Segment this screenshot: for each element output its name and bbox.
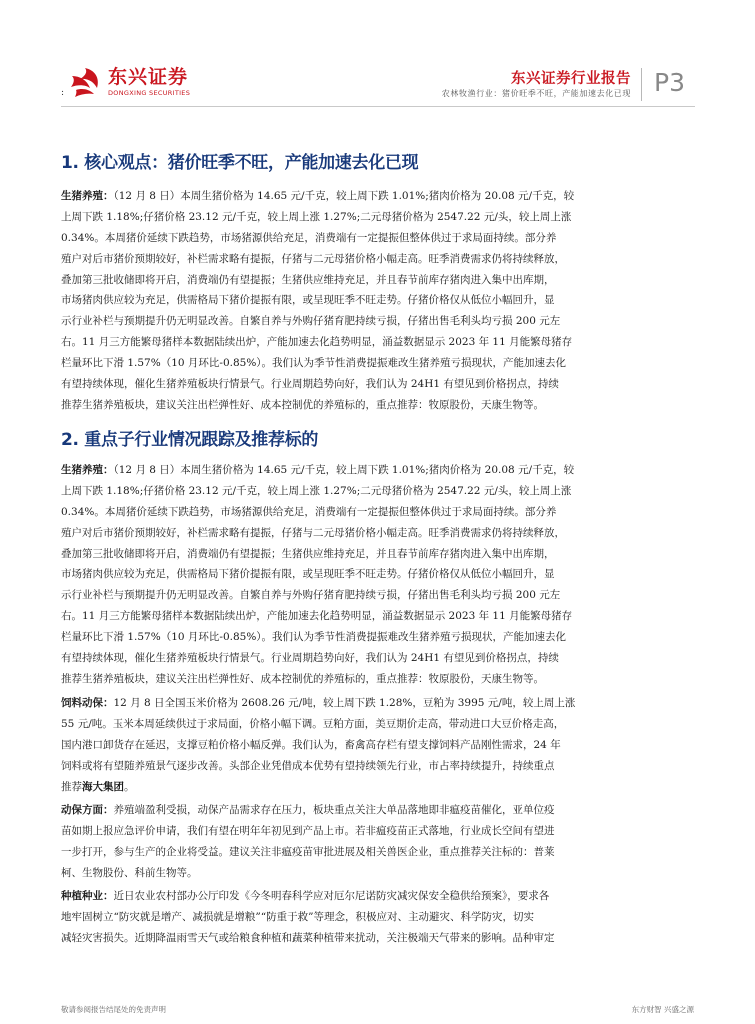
pig-farming-paragraph (61, 460, 694, 690)
paragraph-line: 苗如期上报应急评价申请，我们有望在明年年初见到产品上市。若非瘟疫苗正式落地，行业成长空间有望进 (61, 824, 555, 837)
paragraph-line: 市场猪肉供应较为充足，供需格局下猪价提振有限，或呈现旺季不旺走势。仔猪价格仅从低位小幅回升，显 (61, 294, 555, 307)
header-divider (641, 68, 642, 101)
paragraph-line: 动保方面：养殖端盈利受损，动保产品需求存在压力，板块重点关注大单品落地即非瘟疫苗催化，亚单位疫 (61, 804, 555, 816)
logo-text (108, 65, 191, 97)
dongxing-logo-icon (68, 66, 102, 98)
paragraph-line: 生猪养殖：（12 月 8 日）本周生猪价格为 14.65 元/千克，较上周下跌 1.01%;猪肉价格为 20.08 元/千克，较 (61, 464, 575, 476)
paragraph-line: 饲料或将有望随养殖景气逐步改善。头部企业凭借成本优势有望持续领先行业，市占率持续提升，持续重点 (61, 759, 555, 772)
header-colon: : (61, 88, 65, 98)
paragraph-lead: 种植种业： (61, 890, 114, 902)
paragraph-line: 上周下跌 1.18%;仔猪价格 23.12 元/千克，较上周上涨 1.27%;二元母猪价格为 2547.22 元/头，较上周上涨 (61, 210, 572, 223)
logo-chinese-name: 东兴证券 (108, 65, 189, 88)
paragraph-line: 示行业补栏与预期提升仍无明显改善。自繁自养与外购仔猪育肥持续亏损，仔猪出售毛利头均亏损 200 元左 (61, 589, 561, 602)
paragraph-line: 柯、生物股份、科前生物等。 (61, 866, 198, 879)
paragraph-lead: 饲料动保： (61, 697, 114, 709)
paragraph-lead: 生猪养殖： (61, 464, 114, 476)
paragraph-line: 种植种业：近日农业农村部办公厅印发《今冬明春科学应对厄尔尼诺防灾减灾保安全稳供给预案》，要求各 (61, 890, 550, 902)
report-subtitle: 农林牧渔行业：猪价旺季不旺，产能加速去化已现 (441, 89, 631, 98)
seed-paragraph (61, 886, 694, 949)
paragraph-line: 0.34%。本周猪价延续下跌趋势，市场猪源供给充足，消费端有一定提振但整体供过于求局面持续。部分养 (61, 231, 557, 244)
paragraph-line: 右。11 月三方能繁母猪样本数据陆续出炉，产能加速去化趋势明显，涌益数据显示 2023 年 11 月能繁母猪存 (61, 610, 573, 623)
page-number: P3 (654, 68, 685, 97)
core-view-paragraph (61, 186, 694, 416)
paragraph-line: 推荐海大集团。 (61, 780, 135, 793)
paragraph-line: 叠加第三批收储即将开启，消费端仍有望提振；生猪供应维持充足，并且春节前库存猪肉进入集中出库期， (61, 547, 555, 560)
paragraph-line: 减轻灾害损失。近期降温雨雪天气或给粮食种植和蔬菜种植带来扰动，关注极端天气带来的影响。品种审定 (61, 931, 555, 944)
paragraph-line: 右。11 月三方能繁母猪样本数据陆续出炉，产能加速去化趋势明显，涌益数据显示 2023 年 11 月能繁母猪存 (61, 336, 573, 349)
paragraph-line: 叠加第三批收储即将开启，消费端仍有望提振；生猪供应维持充足，并且春节前库存猪肉进入集中出库期， (61, 273, 555, 286)
paragraph-line: 55 元/吨。玉米本周延续供过于求局面，价格小幅下调。豆粕方面，美豆期价走高，带动进口大豆价格走高， (61, 717, 565, 730)
paragraph-line: 0.34%。本周猪价延续下跌趋势，市场猪源供给充足，消费端有一定提振但整体供过于求局面持续。部分养 (61, 505, 557, 518)
paragraph-line: 栏量环比下滑 1.57%（10 月环比-0.85%）。我们认为季节性消费提振难改生猪养殖亏损现状，产能加速去化 (61, 631, 567, 644)
paragraph-line: 有望持续体现，催化生猪养殖板块行情景气。行业周期趋势向好，我们认为 24H1 有望见到价格拐点，持续 (61, 652, 559, 665)
feed-paragraph (61, 693, 694, 797)
paragraph-line: 生猪养殖：（12 月 8 日）本周生猪价格为 14.65 元/千克，较上周下跌 1.01%;猪肉价格为 20.08 元/千克，较 (61, 190, 575, 202)
paragraph-line: 一步打开，参与生产的企业将受益。建议关注非瘟疫苗审批进展及相关兽医企业，重点推荐关注标的：普莱 (61, 845, 555, 858)
recommended-stock: 海大集团 (82, 780, 124, 793)
footer-slogan: 东方财智 兴盛之源 (631, 1005, 694, 1014)
paragraph-line: 地牢固树立“防灾就是增产、减损就是增粮”“防重于救”等理念，积极应对、主动避灾、科学防灾，切实 (61, 910, 534, 923)
animal-health-paragraph (61, 800, 694, 884)
report-title: 东兴证券行业报告 (511, 71, 631, 87)
paragraph-lead: 生猪养殖： (61, 190, 114, 202)
footer-disclaimer: 敬请参阅报告结尾处的免责声明 (61, 1005, 166, 1014)
paragraph-line: 市场猪肉供应较为充足，供需格局下猪价提振有限，或呈现旺季不旺走势。仔猪价格仅从低位小幅回升，显 (61, 568, 555, 581)
paragraph-line: 有望持续体现，催化生猪养殖板块行情景气。行业周期趋势向好，我们认为 24H1 有望见到价格拐点，持续 (61, 378, 559, 391)
section-heading-core-view: 1. 核心观点：猪价旺季不旺，产能加速去化已现 (61, 153, 419, 173)
logo-english-name: DONGXING SECURITIES (108, 88, 191, 97)
paragraph-line: 推荐生猪养殖板块，建议关注出栏弹性好、成本控制优的养殖标的，重点推荐：牧原股份，天康生物等。 (61, 672, 544, 685)
paragraph-line: 饲料动保：12 月 8 日全国玉米价格为 2608.26 元/吨，较上周下跌 1.28%，豆粕为 3995 元/吨，较上周上涨 (61, 697, 576, 709)
paragraph-line: 上周下跌 1.18%;仔猪价格 23.12 元/千克，较上周上涨 1.27%;二元母猪价格为 2547.22 元/头，较上周上涨 (61, 484, 572, 497)
company-logo (68, 66, 190, 98)
paragraph-line: 殖户对后市猪价预期较好，补栏需求略有提振，仔猪与二元母猪价格小幅走高。旺季消费需求仍将持续释放， (61, 252, 565, 265)
paragraph-line: 栏量环比下滑 1.57%（10 月环比-0.85%）。我们认为季节性消费提振难改生猪养殖亏损现状，产能加速去化 (61, 357, 567, 370)
header-rule (61, 106, 695, 107)
paragraph-line: 示行业补栏与预期提升仍无明显改善。自繁自养与外购仔猪育肥持续亏损，仔猪出售毛利头均亏损 200 元左 (61, 315, 561, 328)
paragraph-lead: 动保方面： (61, 804, 114, 816)
paragraph-line: 殖户对后市猪价预期较好，补栏需求略有提振，仔猪与二元母猪价格小幅走高。旺季消费需求仍将持续释放， (61, 526, 565, 539)
paragraph-line: 国内港口卸货存在延迟，支撑豆粕价格小幅反弹。我们认为，畜禽高存栏有望支撑饲料产品刚性需求，24 年 (61, 738, 561, 751)
section-heading-subsectors: 2. 重点子行业情况跟踪及推荐标的 (61, 430, 319, 450)
paragraph-line: 推荐生猪养殖板块，建议关注出栏弹性好、成本控制优的养殖标的，重点推荐：牧原股份，天康生物等。 (61, 398, 544, 411)
